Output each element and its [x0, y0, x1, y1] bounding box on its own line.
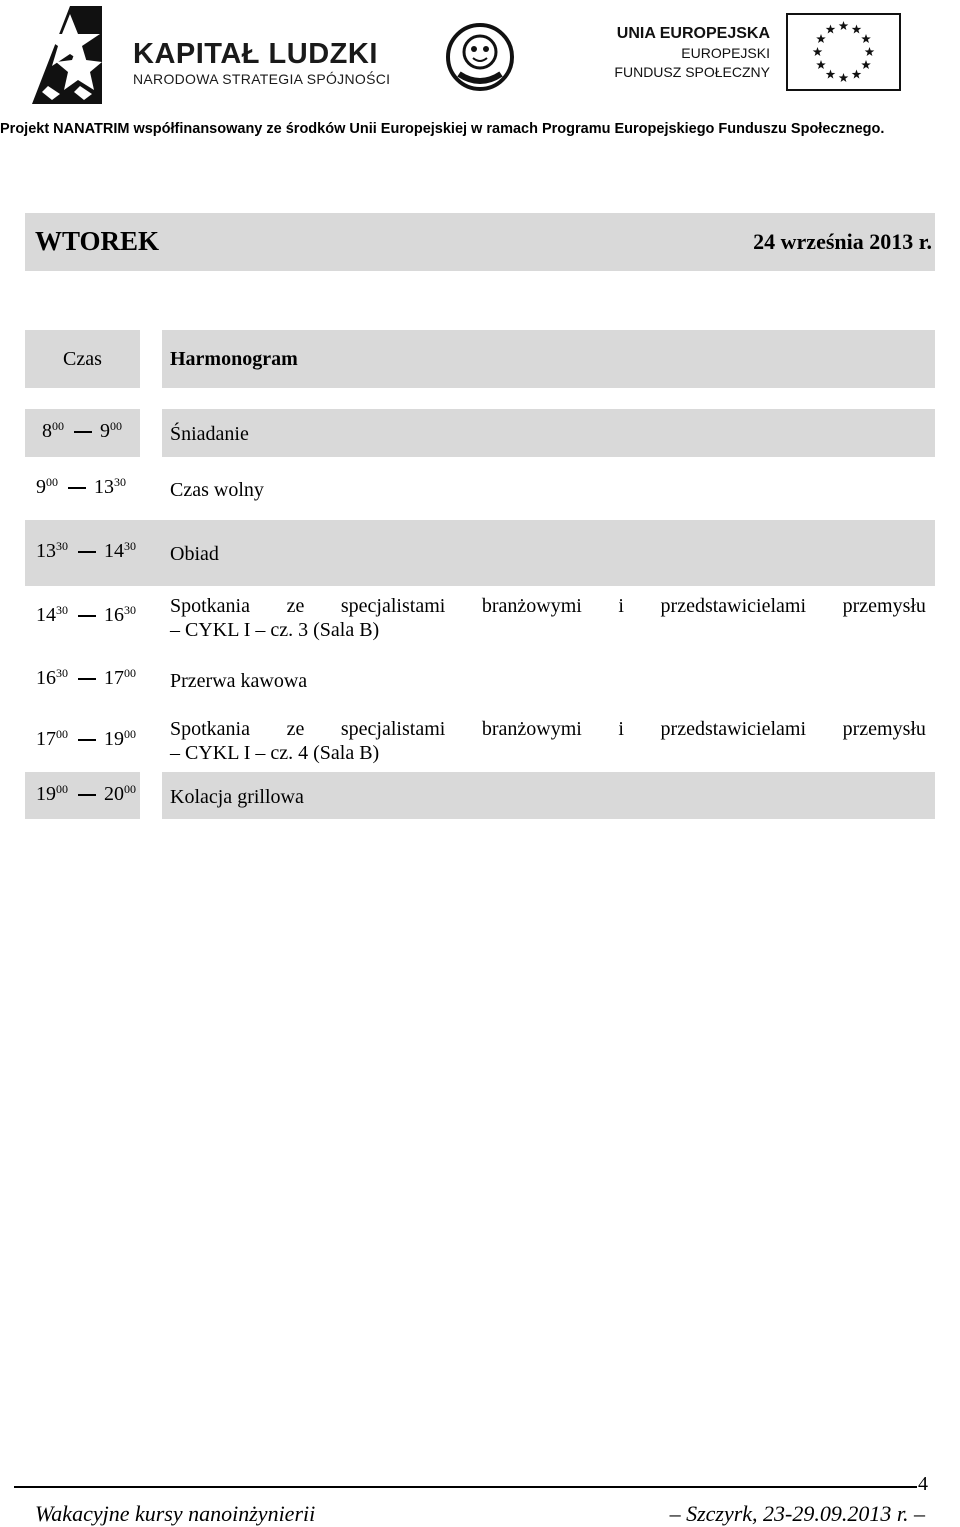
table-row-time: $8^{00}$ $9^{00}$ — [42, 419, 122, 442]
table-row-activity: Śniadanie — [170, 423, 249, 445]
table-row-time: $13^{30}$ $14^{30}$ — [36, 539, 136, 562]
table-row-time: $9^{00}$ $13^{30}$ — [36, 475, 126, 498]
kapital-ludzki-title: KAPITAŁ LUDZKI — [133, 38, 378, 70]
project-funding-line: Projekt NANATRIM współfinansowany ze środków Unii Europejskiej w ramach Programu Europejskiego Funduszu Społecznego. — [0, 121, 885, 137]
eu-fund-line1: EUROPEJSKI — [681, 45, 770, 61]
table-row-activity: Spotkania ze specjalistami branżowymi i przedstawicielami przemysłu – CYKL I – cz. 4 (Sala B) — [170, 718, 926, 764]
footer-course-title: Wakacyjne kursy nanoinżynierii — [35, 1501, 316, 1526]
day-name: WTOREK — [35, 226, 160, 256]
table-row-activity: Spotkania ze specjalistami branżowymi i przedstawicielami przemysłu – CYKL I – cz. 3 (Sala B) — [170, 595, 926, 641]
day-date: 24 września 2013 r. — [753, 229, 932, 254]
table-row-activity: Kolacja grillowa — [170, 786, 304, 808]
table-row-time: $17^{00}$ $19^{00}$ — [36, 727, 136, 750]
footer-location-dates: – Szczyrk, 23-29.09.2013 r. – — [669, 1501, 925, 1526]
eu-fund-line2: FUNDUSZ SPOŁECZNY — [614, 64, 770, 80]
table-row-time: $16^{30}$ $17^{00}$ — [36, 666, 136, 689]
footer-rule — [14, 1486, 917, 1488]
column-header-schedule: Harmonogram — [170, 348, 298, 370]
table-row-activity: Czas wolny — [170, 479, 264, 501]
table-row-activity: Obiad — [170, 543, 219, 565]
page-number: 4 — [918, 1473, 928, 1495]
eu-title: UNIA EUROPEJSKA — [616, 25, 770, 42]
table-row-activity: Przerwa kawowa — [170, 670, 308, 692]
kapital-ludzki-subtitle: NARODOWA STRATEGIA SPÓJNOŚCI — [133, 71, 391, 87]
organization-emblem — [445, 22, 515, 92]
column-header-time: Czas — [63, 348, 102, 370]
eu-flag-icon — [786, 13, 901, 91]
table-row-time: $19^{00}$ $20^{00}$ — [36, 782, 136, 805]
table-row-time: $14^{30}$ $16^{30}$ — [36, 603, 136, 626]
